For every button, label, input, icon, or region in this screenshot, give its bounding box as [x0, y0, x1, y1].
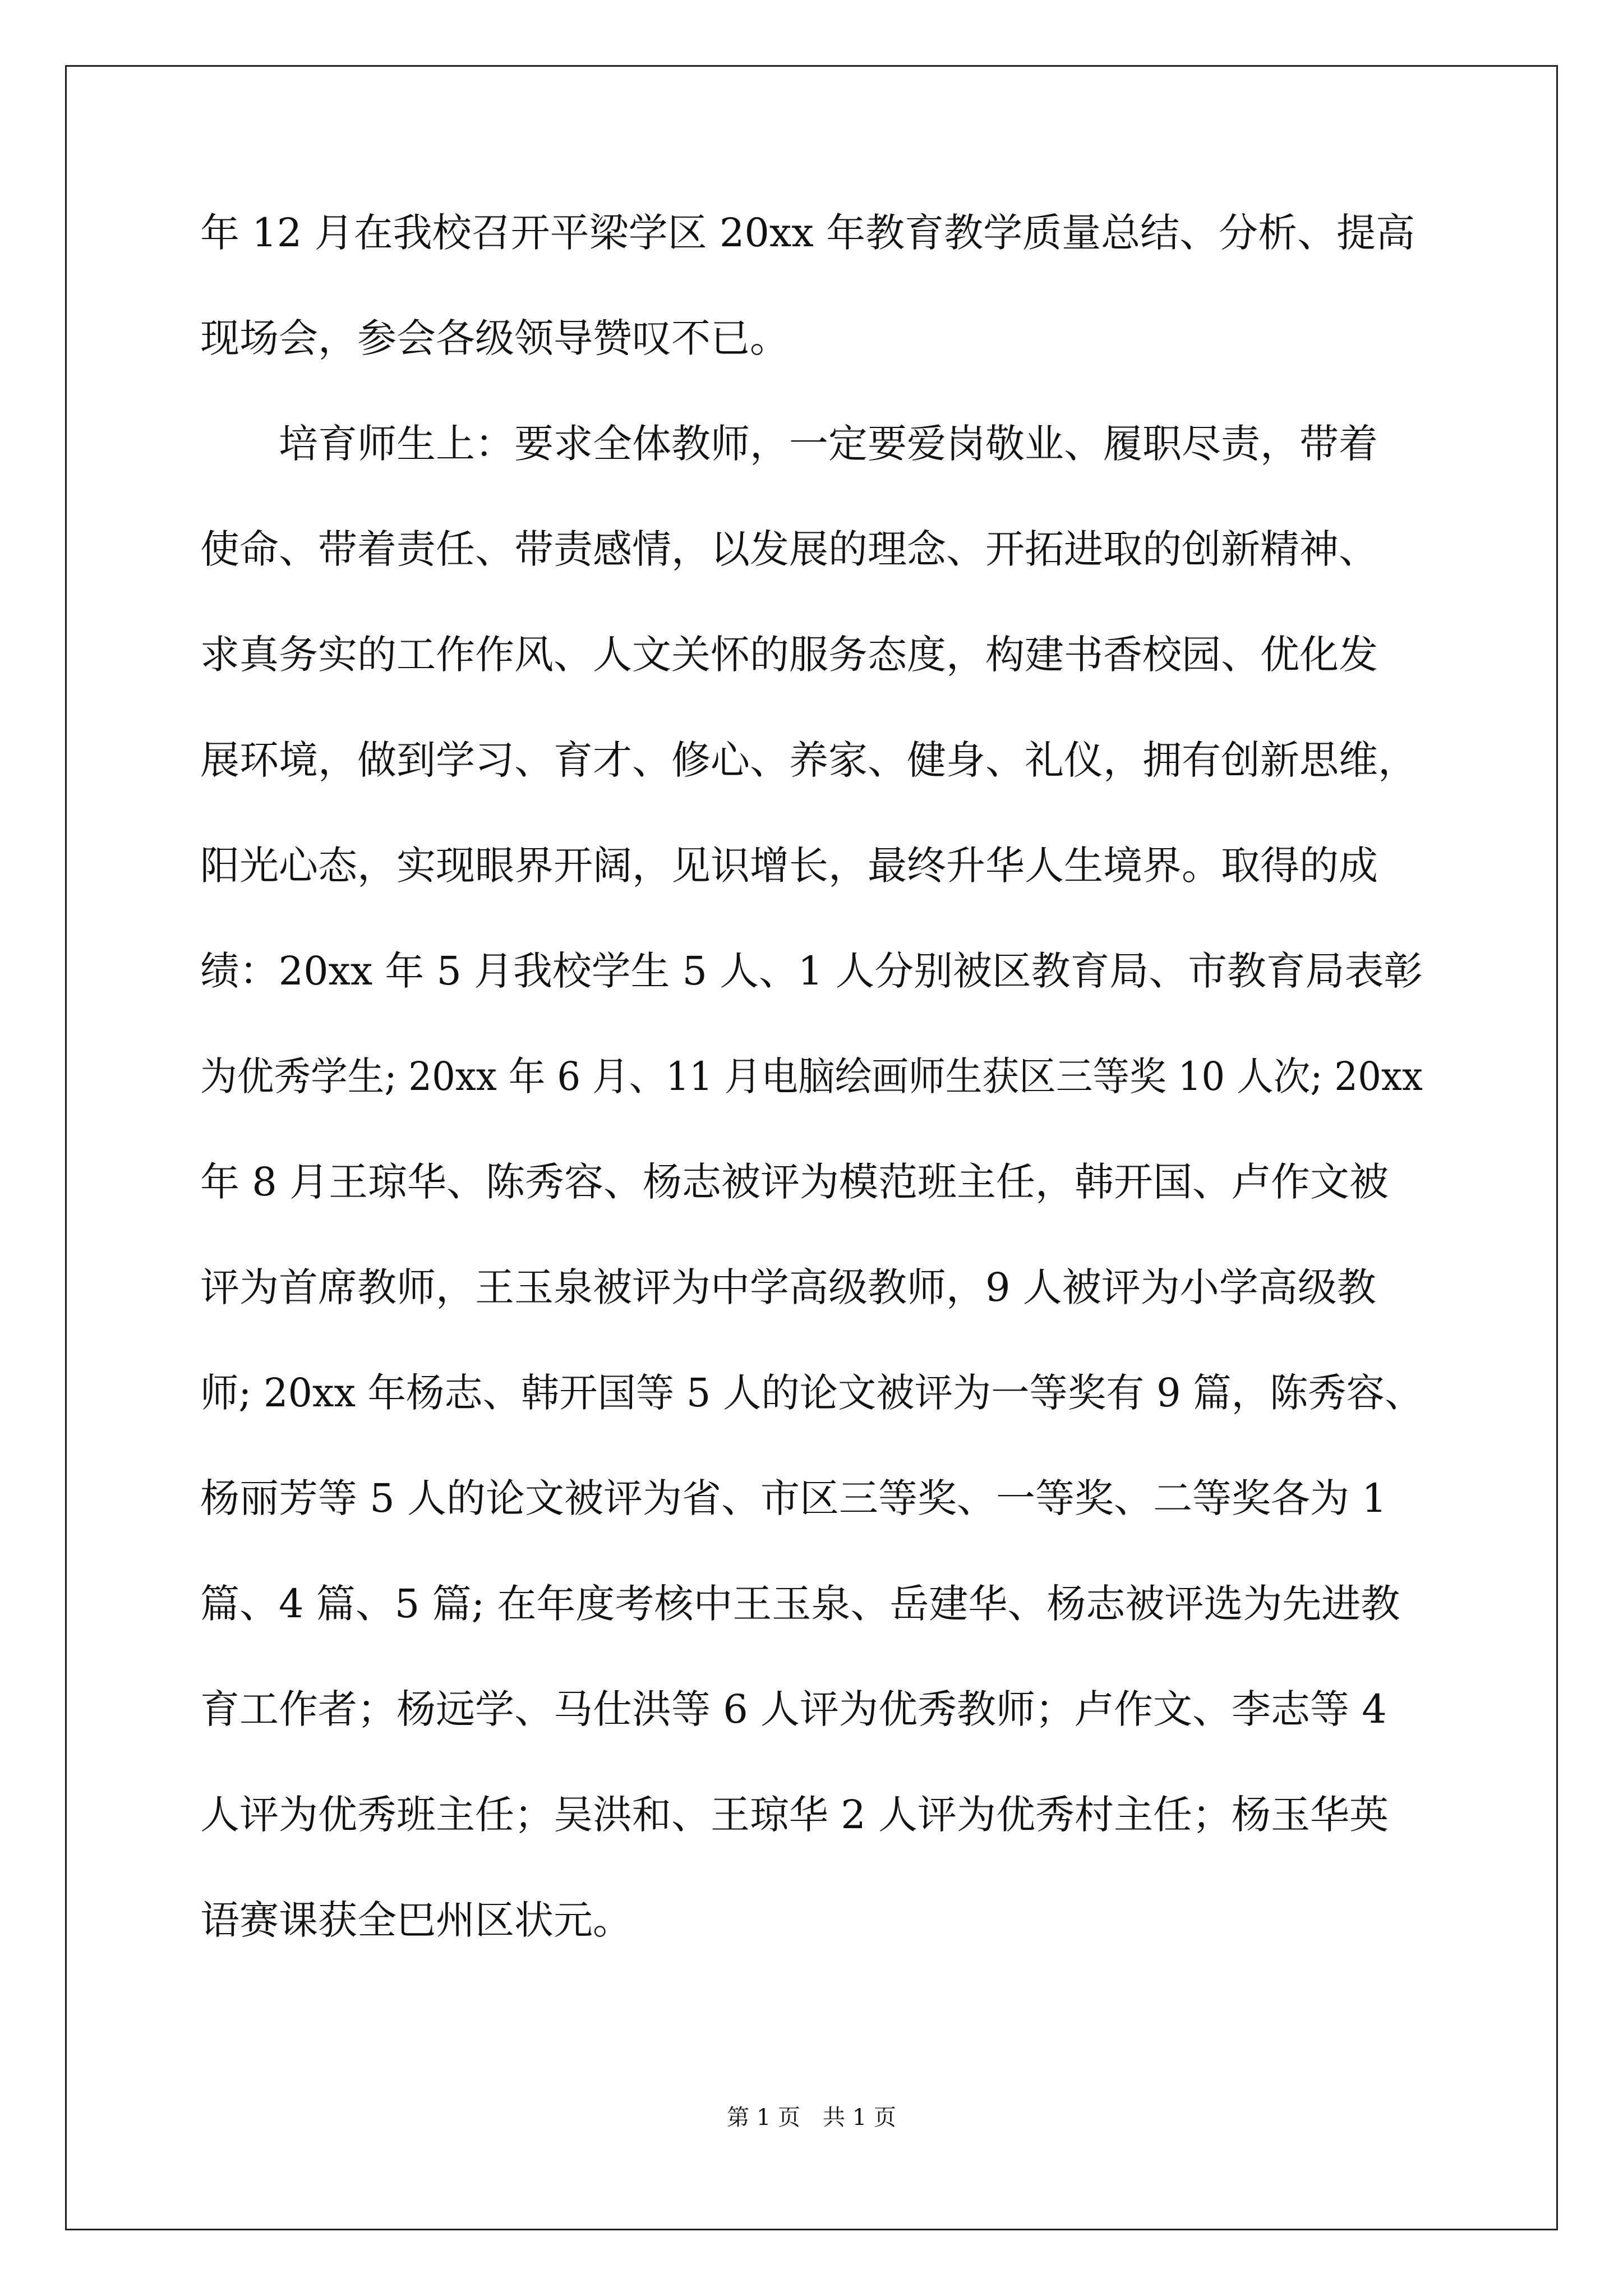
text-line: 为优秀学生; 20xx 年 6 月、11 月电脑绘画师生获区三等奖 10 人次; 20xx	[200, 1053, 1423, 1099]
page-footer: 第 1 页 共 1 页	[727, 2105, 896, 2131]
text-line: 年 12 月在我校召开平梁学区 20xx 年教育教学质量总结、分析、提高	[200, 210, 1415, 256]
text-line: 评为首席教师，王玉泉被评为中学高级教师，9 人被评为小学高级教	[200, 1264, 1376, 1310]
text-line: 语赛课获全巴州区状元。	[200, 1897, 632, 1943]
text-line: 杨丽芳等 5 人的论文被评为省、市区三等奖、一等奖、二等奖各为 1	[200, 1475, 1387, 1521]
text-line: 人评为优秀班主任；吴洪和、王琼华 2 人评为优秀村主任；杨玉华英	[200, 1792, 1389, 1838]
text-line: 阳光心态，实现眼界开阔，见识增长，最终升华人生境界。取得的成	[200, 843, 1378, 889]
text-line: 培育师生上：要求全体教师，一定要爱岗敬业、履职尽责，带着	[200, 421, 1378, 467]
text-line: 年 8 月王琼华、陈秀容、杨志被评为模范班主任，韩开国、卢作文被	[200, 1159, 1389, 1205]
text-line: 求真务实的工作作风、人文关怀的服务态度，构建书香校园、优化发	[200, 632, 1378, 678]
text-line: 师; 20xx 年杨志、韩开国等 5 人的论文被评为一等奖有 9 篇，陈秀容、	[200, 1370, 1423, 1416]
text-line: 现场会，参会各级领导赞叹不已。	[200, 315, 789, 361]
text-line: 绩：20xx 年 5 月我校学生 5 人、1 人分别被区教育局、市教育局表彰	[200, 948, 1423, 994]
text-line: 篇、4 篇、5 篇; 在年度考核中王玉泉、岳建华、杨志被评选为先进教	[200, 1581, 1400, 1627]
text-line: 使命、带着责任、带责感情，以发展的理念、开拓进取的创新精神、	[200, 526, 1378, 572]
text-line: 展环境，做到学习、育才、修心、养家、健身、礼仪，拥有创新思维，	[200, 737, 1417, 783]
text-line: 育工作者；杨远学、马仕洪等 6 人评为优秀教师；卢作文、李志等 4	[200, 1686, 1387, 1732]
